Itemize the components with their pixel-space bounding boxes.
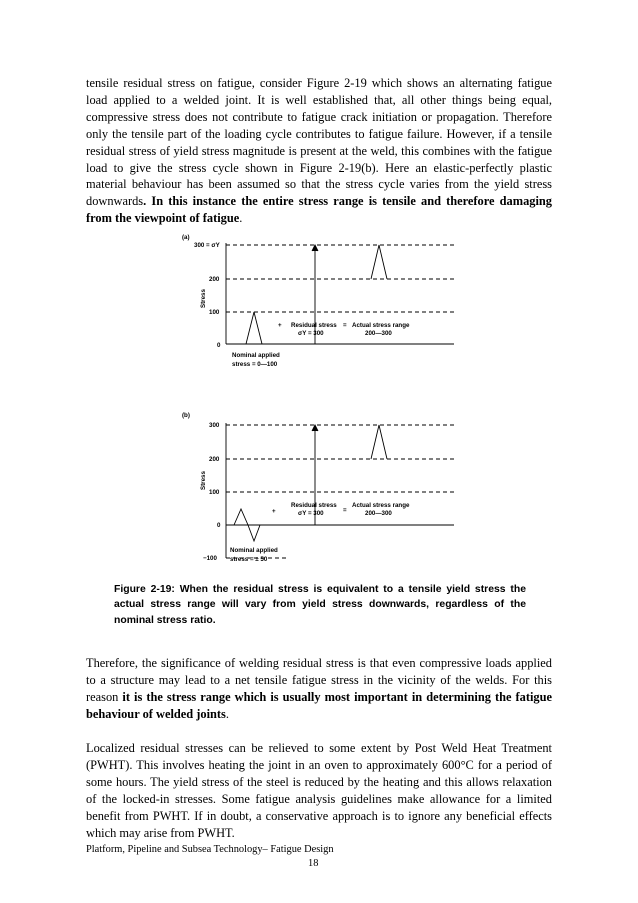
b-tick-minus-100: −100 — [203, 555, 217, 562]
a-nominal-cycle — [246, 312, 262, 344]
b-tick-200: 200 — [209, 456, 220, 463]
b-tick-0: 0 — [217, 522, 221, 529]
a-equals-sign: = — [343, 322, 347, 329]
b-panel-label: (b) — [182, 412, 190, 419]
paragraph-text: Therefore, the significance of welding residual stress is that even compressive loads applied to a structure may lead to a net tensile fatigue stress in the vicinity of the welds. For this reason — [86, 656, 552, 704]
a-actual-line1: Actual stress range — [352, 322, 410, 329]
page-footer: Platform, Pipeline and Subsea Technology– Fatigue Design — [86, 844, 334, 855]
a-tick-0: 0 — [217, 342, 221, 349]
b-actual-line2: 200—300 — [365, 510, 392, 517]
figure-caption: Figure 2-19: When the residual stress is equivalent to a tensile yield stress the actual stress range will vary from yield stress downwards, regardless of the nominal stress ratio. — [114, 584, 526, 626]
b-y-label: Stress — [200, 471, 207, 490]
a-plus-sign: + — [278, 322, 282, 329]
paragraph-bold-text: it is the stress range which is usually most important in determining the fatigue behaviour of welded joints — [86, 689, 553, 721]
a-residual-arrowhead — [312, 245, 318, 251]
a-tick-100: 100 — [209, 309, 220, 316]
b-residual-arrowhead — [312, 425, 318, 431]
b-actual-line1: Actual stress range — [352, 502, 410, 509]
b-tick-100: 100 — [209, 489, 220, 496]
page-number: 18 — [308, 858, 319, 869]
a-tick-300: 300 = σY — [194, 242, 220, 249]
a-actual-line2: 200—300 — [365, 330, 392, 337]
paragraph-end: . — [239, 211, 243, 226]
b-residual-line2: σY = 300 — [298, 510, 324, 517]
b-nominal-line2: stress = ± 50 — [230, 556, 268, 563]
a-tick-200: 200 — [209, 276, 220, 283]
b-nominal-line1: Nominal applied — [230, 547, 278, 554]
b-tick-300: 300 — [209, 422, 220, 429]
a-panel-label: (a) — [182, 234, 190, 241]
paragraph-significance — [86, 655, 552, 723]
paragraph-text: tensile residual stress on fatigue, consider Figure 2-19 which shows an alternating fatigue load applied to a welded joint. It is well established that, all other things being equal, compressive stress does not contribute to fatigue crack initiation or propagation. Therefore only the tensile part of the loading cycle contributes to fatigue failure. However, if a tensile residual stress of yield stress magnitude is present at the weld, this combines with the fatigue load to give the stress cycle shown in Figure 2-19(b). Here an elastic-perfectly plastic material behaviour has been assumed so that the stress cycle varies from the yield stress downwards — [86, 76, 552, 209]
a-residual-line1: Residual stress — [291, 322, 337, 329]
b-equals-sign: = — [343, 507, 347, 514]
paragraph-residual-stress — [86, 75, 552, 227]
a-actual-cycle — [371, 245, 387, 279]
figure-diagram — [168, 228, 468, 573]
a-nominal-line2: stress = 0—100 — [232, 361, 278, 368]
b-residual-line1: Residual stress — [291, 502, 337, 509]
b-actual-cycle — [371, 425, 387, 459]
a-nominal-line1: Nominal applied — [232, 352, 280, 359]
paragraph-bold-text: . In this instance the entire stress range is tensile and therefore damaging from the viewpoint of fatigue — [86, 194, 552, 226]
a-y-label: Stress — [200, 289, 207, 308]
b-plus-sign: + — [272, 508, 276, 515]
paragraph-pwht: Localized residual stresses can be relieved to some extent by Post Weld Heat Treatment (PWHT). This involves heating the joint in an oven to approximately 600°C for a period of some hours. The yield stress of the steel is reduced by the heating and this allows relaxation of the locked-in stresses. Some fatigue analysis guidelines make allowance for a limited benefit from PWHT. If in doubt, a conservative approach is to ignore any beneficial effects which may arise from PWHT. — [86, 741, 552, 840]
paragraph-end: . — [225, 706, 229, 721]
figure-2-19 — [168, 228, 468, 573]
a-residual-line2: σY = 300 — [298, 330, 324, 337]
